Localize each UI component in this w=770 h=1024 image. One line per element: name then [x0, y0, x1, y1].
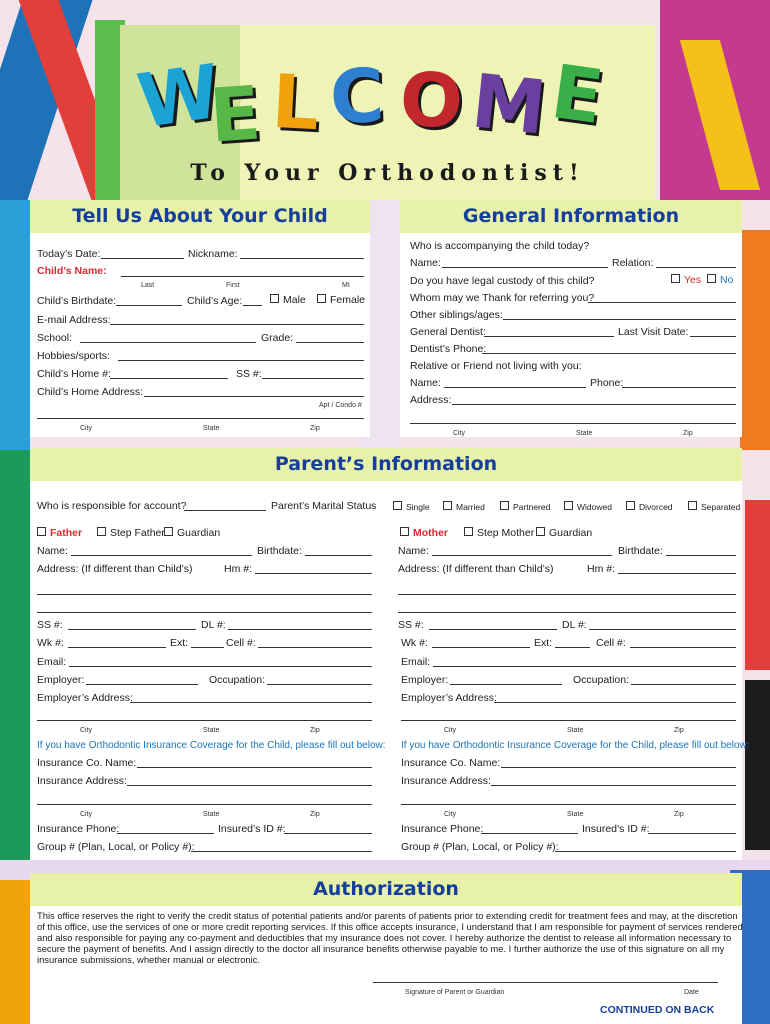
- zip-caption: Zip: [310, 811, 320, 818]
- mother-ins-city-field[interactable]: [401, 804, 736, 805]
- mother-hm-field[interactable]: [618, 573, 736, 574]
- hobbies-field[interactable]: [118, 360, 364, 361]
- father-wk-field[interactable]: [68, 647, 166, 648]
- nickname-field[interactable]: [240, 258, 364, 259]
- welcome-letter: O: [398, 56, 465, 146]
- relation-field[interactable]: [656, 267, 736, 268]
- city-caption: City: [453, 430, 466, 437]
- marital-status-label: Parent’s Marital Status: [271, 500, 377, 512]
- grade-label: Grade:: [261, 332, 294, 344]
- father-cell-label: Cell #:: [226, 637, 256, 649]
- ss-label: SS #:: [236, 368, 262, 380]
- accompany-name-field[interactable]: [442, 267, 608, 268]
- father-occupation-label: Occupation:: [209, 674, 266, 686]
- status-label: Married: [456, 502, 485, 512]
- status-partnered-option[interactable]: [500, 501, 550, 514]
- mother-dl-label: DL #:: [562, 619, 587, 631]
- home-address-label: Child’s Home Address:: [37, 386, 144, 398]
- mother-employer-city-field[interactable]: [401, 720, 736, 721]
- childs-name-label: Child’s Name:: [37, 265, 107, 277]
- mother-group-field[interactable]: [555, 851, 736, 852]
- mi-caption: MI: [342, 282, 350, 289]
- father-insurance-note: If you have Orthodontic Insurance Coverage for the Child, please fill out below:: [37, 740, 386, 751]
- welcome-letter: L: [269, 58, 322, 148]
- mother-hm-label: Hm #:: [587, 563, 616, 575]
- father-employer-label: Employer:: [37, 674, 85, 686]
- mother-insured-id-label: Insured’s ID #:: [582, 823, 650, 835]
- father-name-field[interactable]: [71, 555, 252, 556]
- father-name-label: Name:: [37, 545, 68, 557]
- status-widowed-option[interactable]: [564, 501, 612, 514]
- city-caption: City: [80, 425, 93, 432]
- accompany-name-label: Name:: [410, 257, 441, 269]
- dentist-field[interactable]: [484, 336, 614, 337]
- checkbox[interactable]: [707, 274, 716, 283]
- mother-email-field[interactable]: [433, 666, 736, 667]
- checkbox[interactable]: [671, 274, 680, 283]
- father-ins-phone-field[interactable]: [117, 833, 214, 834]
- age-label: Child’s Age:: [187, 295, 243, 307]
- mother-ins-address-label: Insurance Address:: [401, 775, 491, 787]
- father-ext-field[interactable]: [191, 647, 224, 648]
- mother-ss-field[interactable]: [429, 629, 557, 630]
- status-label: Widowed: [577, 502, 612, 512]
- mother-occupation-field[interactable]: [631, 684, 736, 685]
- father-ins-address-label: Insurance Address:: [37, 775, 127, 787]
- relative-name-label: Name:: [410, 377, 441, 389]
- relative-label: Relative or Friend not living with you:: [410, 360, 582, 372]
- custody-yes-option[interactable]: [671, 274, 701, 287]
- welcome-letter: E: [546, 48, 609, 142]
- mother-group-label: Group # (Plan, Local, or Policy #):: [401, 841, 559, 853]
- ss-field[interactable]: [262, 378, 364, 379]
- father-cell-field[interactable]: [258, 647, 372, 648]
- status-label: Partnered: [513, 502, 551, 512]
- father-ext-label: Ext:: [170, 637, 189, 649]
- status-label: Single: [406, 502, 430, 512]
- home-number-field[interactable]: [110, 378, 228, 379]
- father-ss-label: SS #:: [37, 619, 63, 631]
- mother-name-label: Name:: [398, 545, 429, 557]
- father-employer-field[interactable]: [86, 684, 198, 685]
- mother-birthdate-label: Birthdate:: [618, 545, 663, 557]
- mother-ext-label: Ext:: [534, 637, 553, 649]
- mother-wk-field[interactable]: [432, 647, 530, 648]
- hobbies-label: Hobbies/sports:: [37, 350, 110, 362]
- welcome-letter: W: [132, 48, 226, 146]
- father-hm-field[interactable]: [255, 573, 372, 574]
- mother-ss-label: SS #:: [398, 619, 424, 631]
- father-group-field[interactable]: [191, 851, 372, 852]
- zip-caption: Zip: [674, 727, 684, 734]
- email-field[interactable]: [110, 324, 364, 325]
- siblings-label: Other siblings/ages:: [410, 309, 503, 321]
- email-label: E-mail Address:: [37, 314, 111, 326]
- father-insured-id-label: Insured’s ID #:: [218, 823, 286, 835]
- authorization-section-header: Authorization: [30, 873, 742, 906]
- welcome-letter: E: [207, 70, 264, 160]
- authorization-text-line: This office reserves the right to verify the credit status of potential patients and/or parents of patients prior to extending credit for treatment fees and may, at the discretion: [37, 910, 738, 921]
- relative-city-state-zip-field[interactable]: [410, 423, 736, 424]
- birthdate-field[interactable]: [116, 305, 182, 306]
- date-caption: Date: [684, 989, 699, 996]
- father-employer-address-field[interactable]: [130, 702, 372, 703]
- mother-cell-label: Cell #:: [596, 637, 626, 649]
- yes-label: Yes: [684, 274, 702, 286]
- mother-employer-address-field[interactable]: [494, 702, 736, 703]
- nickname-label: Nickname:: [188, 248, 238, 260]
- checkbox[interactable]: [393, 501, 402, 510]
- no-label: No: [720, 274, 734, 286]
- authorization-text-line: insurance submissions, whether manual or electronic.: [37, 954, 261, 965]
- father-dl-label: DL #:: [201, 619, 226, 631]
- father-ss-field[interactable]: [68, 629, 196, 630]
- father-occupation-field[interactable]: [267, 684, 372, 685]
- mother-wk-label: Wk #:: [401, 637, 428, 649]
- mother-ext-field[interactable]: [555, 647, 590, 648]
- mother-guardian-option[interactable]: [536, 527, 592, 540]
- male-label: Male: [283, 294, 306, 306]
- referring-field[interactable]: [588, 302, 736, 303]
- mother-ins-name-field[interactable]: [501, 767, 736, 768]
- father-ins-name-field[interactable]: [137, 767, 372, 768]
- status-married-option[interactable]: [443, 501, 485, 514]
- continued-on-back: CONTINUED ON BACK: [600, 1004, 715, 1016]
- mother-cell-field[interactable]: [630, 647, 736, 648]
- step-father-label: Step Father: [110, 527, 165, 539]
- city-caption: City: [80, 727, 93, 734]
- father-ins-name-label: Insurance Co. Name:: [37, 757, 137, 769]
- father-label: Father: [50, 527, 83, 539]
- father-address-label: Address: (If different than Child’s): [37, 563, 193, 575]
- father-insured-id-field[interactable]: [284, 833, 372, 834]
- mother-ins-phone-field[interactable]: [481, 833, 578, 834]
- dentist-phone-label: Dentist’s Phone:: [410, 343, 487, 355]
- state-caption: State: [576, 430, 593, 437]
- checkbox[interactable]: [317, 294, 326, 303]
- custody-no-option[interactable]: [707, 274, 733, 287]
- age-field[interactable]: [243, 305, 262, 306]
- father-birthdate-label: Birthdate:: [257, 545, 302, 557]
- last-visit-label: Last Visit Date:: [618, 326, 689, 338]
- home-number-label: Child’s Home #:: [37, 368, 111, 380]
- mother-address-field-1[interactable]: [398, 594, 736, 595]
- state-caption: State: [567, 727, 584, 734]
- city-caption: City: [444, 811, 457, 818]
- dentist-label: General Dentist:: [410, 326, 486, 338]
- checkbox[interactable]: [443, 501, 452, 510]
- mother-option[interactable]: [400, 527, 448, 540]
- checkbox[interactable]: [270, 294, 279, 303]
- father-address-field-1[interactable]: [37, 594, 372, 595]
- father-ins-city-field[interactable]: [37, 804, 372, 805]
- male-option[interactable]: [270, 294, 306, 307]
- father-dl-field[interactable]: [228, 629, 372, 630]
- relative-address-label: Address:: [410, 394, 452, 406]
- father-wk-label: Wk #:: [37, 637, 64, 649]
- father-email-field[interactable]: [69, 666, 372, 667]
- authorization-text-line: and also responsible for paying any co-payment and deductibles that my insurance does not cover. I hereby authorize the dentist to release all information necessary to: [37, 932, 732, 943]
- responsible-label: Who is responsible for account?: [37, 500, 187, 512]
- apt-caption: Apt / Condo #: [319, 402, 362, 409]
- mother-email-label: Email:: [401, 656, 431, 668]
- checkbox[interactable]: [626, 501, 635, 510]
- female-option[interactable]: [317, 294, 365, 307]
- mother-insurance-note: If you have Orthodontic Insurance Coverage for the Child, please fill out below:: [401, 740, 750, 751]
- checkbox[interactable]: [500, 501, 509, 510]
- mother-label: Mother: [413, 527, 448, 539]
- father-guardian-option[interactable]: [164, 527, 220, 540]
- step-mother-label: Step Mother: [477, 527, 535, 539]
- mother-address-label: Address: (If different than Child’s): [398, 563, 554, 575]
- checkbox[interactable]: [400, 527, 409, 536]
- female-label: Female: [330, 294, 366, 306]
- city-caption: City: [80, 811, 93, 818]
- relative-name-field[interactable]: [444, 387, 586, 388]
- state-caption: State: [203, 727, 220, 734]
- zip-caption: Zip: [674, 811, 684, 818]
- child-section-header: Tell Us About Your Child: [30, 200, 370, 233]
- welcome-letter: M: [467, 58, 550, 152]
- step-mother-option[interactable]: [464, 527, 534, 540]
- first-caption: First: [226, 282, 240, 289]
- status-separated-option[interactable]: [688, 501, 740, 514]
- responsible-field[interactable]: [184, 510, 266, 511]
- authorization-text-line: secure the payment of benefits. And I assign directly to the doctor all insurance benefits otherwise payable to me. I further authorize the use of this signature on all my: [37, 943, 725, 954]
- father-employer-address-label: Employer’s Address:: [37, 692, 133, 704]
- status-single-option[interactable]: [393, 501, 430, 514]
- relative-phone-field[interactable]: [622, 387, 736, 388]
- general-section-header: General Information: [400, 200, 742, 233]
- status-label: Separated: [701, 502, 741, 512]
- home-address-field[interactable]: [144, 396, 364, 397]
- mother-ins-name-label: Insurance Co. Name:: [401, 757, 501, 769]
- authorization-text-line: of this office, use the services of one or more credit reporting services. If this office accepts insurance, I understand that I am responsible for payment of services rendered: [37, 921, 743, 932]
- todays-date-field[interactable]: [101, 258, 184, 259]
- father-employer-city-field[interactable]: [37, 720, 372, 721]
- todays-date-label: Today’s Date:: [37, 248, 101, 260]
- checkbox[interactable]: [164, 527, 173, 536]
- father-hm-label: Hm #:: [224, 563, 253, 575]
- signature-field[interactable]: [373, 982, 718, 983]
- welcome-banner: [120, 25, 655, 200]
- dentist-phone-field[interactable]: [482, 353, 736, 354]
- relative-address-field[interactable]: [452, 404, 736, 405]
- mother-occupation-label: Occupation:: [573, 674, 630, 686]
- zip-caption: Zip: [310, 727, 320, 734]
- zip-caption: Zip: [310, 425, 320, 432]
- state-caption: State: [203, 425, 220, 432]
- guardian-label: Guardian: [549, 527, 593, 539]
- checkbox[interactable]: [688, 501, 697, 510]
- city-state-zip-field[interactable]: [37, 418, 364, 419]
- checkbox[interactable]: [564, 501, 573, 510]
- state-caption: State: [567, 811, 584, 818]
- mother-ins-address-field[interactable]: [491, 785, 736, 786]
- state-caption: State: [203, 811, 220, 818]
- checkbox[interactable]: [464, 527, 473, 536]
- birthdate-label: Child’s Birthdate:: [37, 295, 117, 307]
- welcome-letter: C: [328, 53, 386, 141]
- father-address-field-2[interactable]: [37, 612, 372, 613]
- welcome-subtitle: To Your Orthodontist!: [190, 160, 585, 186]
- signature-caption: Signature of Parent or Guardian: [405, 989, 505, 996]
- checkbox[interactable]: [37, 527, 46, 536]
- father-group-label: Group # (Plan, Local, or Policy #):: [37, 841, 195, 853]
- father-ins-phone-label: Insurance Phone:: [37, 823, 120, 835]
- father-ins-address-field[interactable]: [127, 785, 372, 786]
- father-option[interactable]: [37, 527, 82, 540]
- status-divorced-option[interactable]: [626, 501, 673, 514]
- mother-dl-field[interactable]: [589, 629, 736, 630]
- mother-ins-phone-label: Insurance Phone:: [401, 823, 484, 835]
- guardian-label: Guardian: [177, 527, 221, 539]
- mother-birthdate-field[interactable]: [666, 555, 736, 556]
- last-caption: Last: [141, 282, 155, 289]
- mother-name-field[interactable]: [432, 555, 612, 556]
- grade-field[interactable]: [296, 342, 364, 343]
- last-visit-field[interactable]: [690, 336, 736, 337]
- siblings-field[interactable]: [503, 319, 736, 320]
- parents-section-header: Parent’s Information: [30, 448, 742, 481]
- step-father-option[interactable]: [97, 527, 165, 540]
- father-birthdate-field[interactable]: [305, 555, 372, 556]
- school-label: School:: [37, 332, 73, 344]
- zip-caption: Zip: [683, 430, 693, 437]
- father-email-label: Email:: [37, 656, 67, 668]
- mother-employer-label: Employer:: [401, 674, 449, 686]
- status-label: Divorced: [639, 502, 673, 512]
- mother-employer-field[interactable]: [450, 684, 562, 685]
- school-field[interactable]: [80, 342, 256, 343]
- checkbox[interactable]: [97, 527, 106, 536]
- city-caption: City: [444, 727, 457, 734]
- mother-employer-address-label: Employer’s Address:: [401, 692, 497, 704]
- mother-address-field-2[interactable]: [398, 612, 736, 613]
- referring-label: Whom may we Thank for referring you?: [410, 292, 595, 304]
- accompanying-label: Who is accompanying the child today?: [410, 240, 590, 252]
- childs-name-field[interactable]: [121, 276, 364, 277]
- checkbox[interactable]: [536, 527, 545, 536]
- custody-label: Do you have legal custody of this child?: [410, 275, 595, 287]
- mother-insured-id-field[interactable]: [648, 833, 736, 834]
- relative-phone-label: Phone:: [590, 377, 624, 389]
- relation-label: Relation:: [612, 257, 654, 269]
